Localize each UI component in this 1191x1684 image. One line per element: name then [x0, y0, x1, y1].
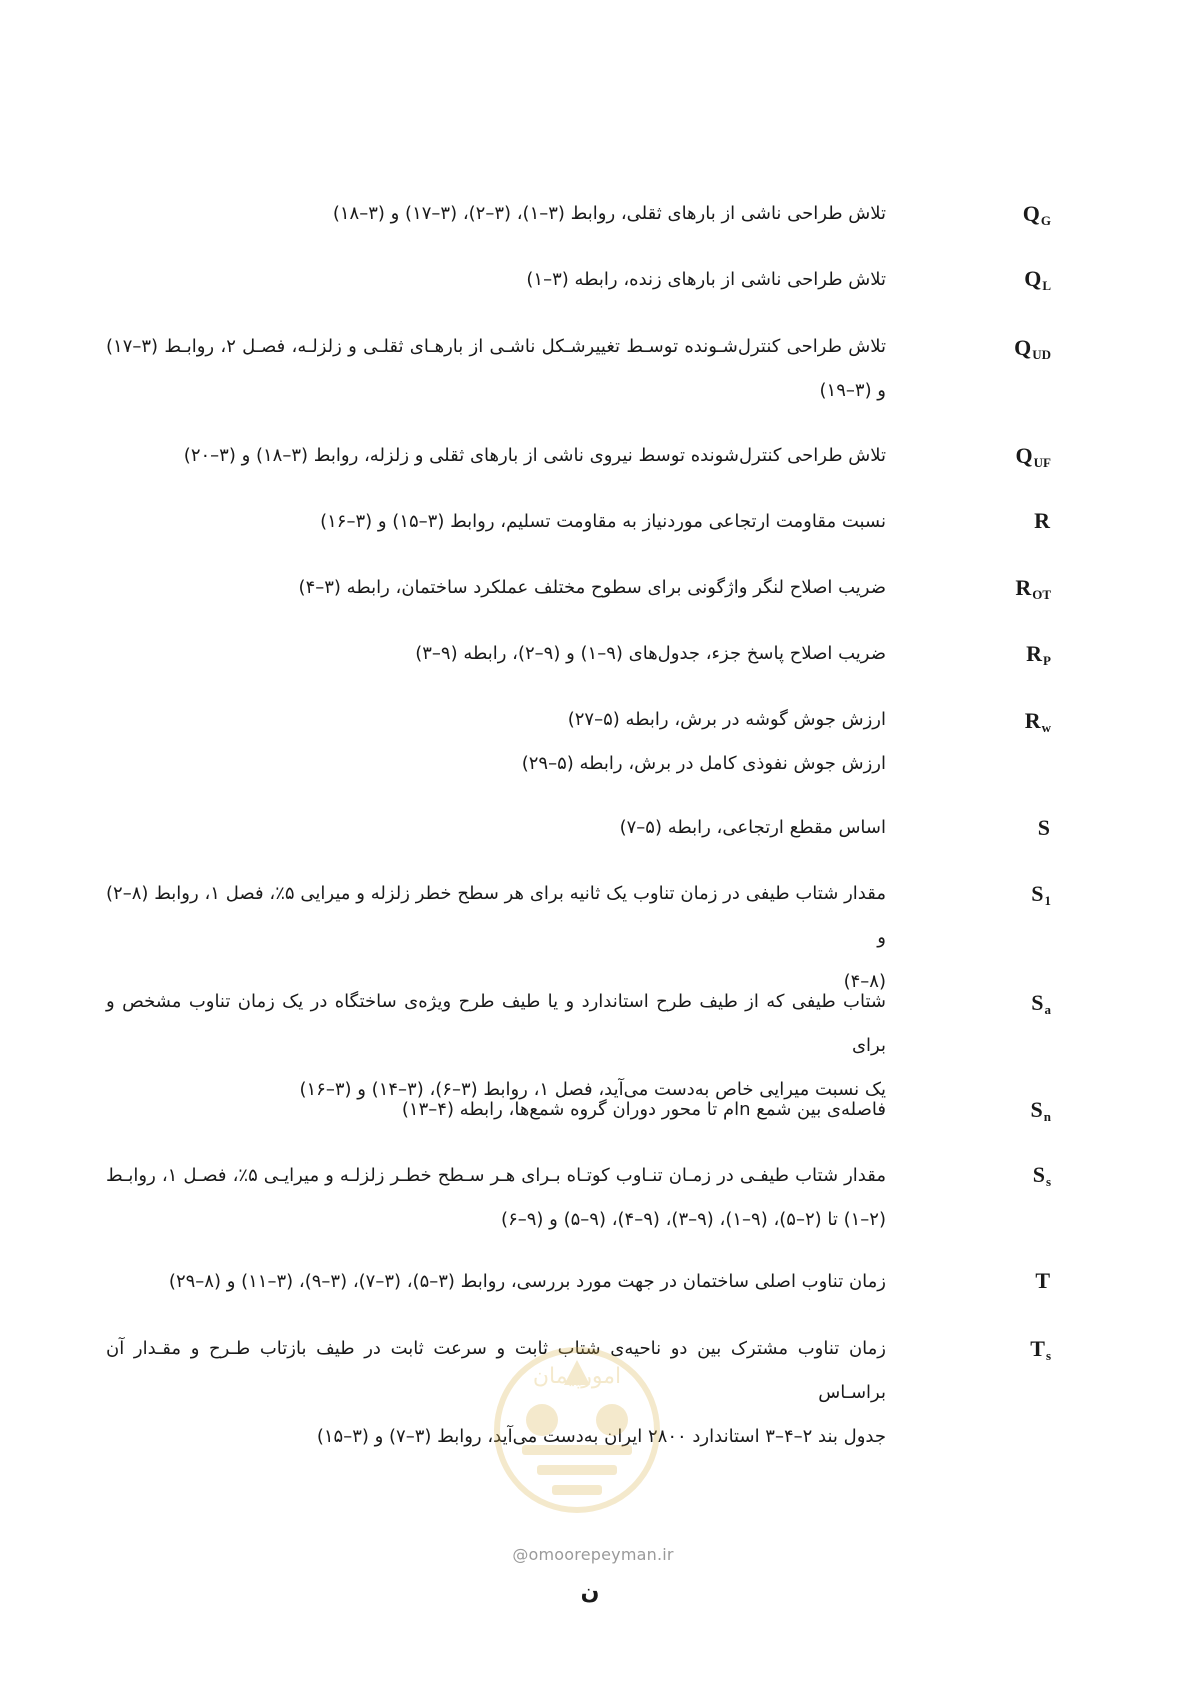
symbol-r-ot: $R_{OT}$ — [1015, 575, 1051, 602]
symbol-s-s: $S_s$ — [1032, 1162, 1051, 1189]
symbol-r: R — [1034, 508, 1050, 533]
definition-s-1: مقدار شتاب طیفی در زمان تناوب یک ثانیه برای هر سطح خطر زلزله و میرایی ۵٪، فصل ۱، روابط (۸–۲) و (۸–۴) — [106, 883, 886, 992]
definition-q-uf: تلاش طراحی کنترل‌شونده توسط نیروی ناشی از بارهای ثقلی و زلزله، روابط (۳–۱۸) و (۳–۲۰) — [183, 445, 886, 466]
symbol-s: S — [1037, 815, 1050, 840]
symbol-q-g: $Q_G$ — [1022, 201, 1051, 228]
symbol-q-l: $Q_L$ — [1024, 266, 1051, 293]
definition-r-p: ضریب اصلاح پاسخ جزء، جدول‌های (۹–۱) و (۹–۲)، رابطه (۹–۳) — [415, 643, 886, 664]
definition-q-g: تلاش طراحی ناشی از بارهای ثقلی، روابط (۳–۱)، (۳–۲)، (۳–۱۷) و (۳–۱۸) — [332, 203, 886, 224]
symbol-s-n: $S_n$ — [1030, 1097, 1051, 1124]
watermark-url: @omoorepeyman.ir — [512, 1545, 674, 1564]
page-number: ن — [580, 1580, 600, 1605]
definition-r-w: ارزش جوش گوشه در برش، رابطه (۵–۲۷) ارزش جوش نفوذی کامل در برش، رابطه (۵–۲۹) — [521, 709, 886, 774]
symbol-r-p: $R_P$ — [1026, 641, 1051, 668]
symbol-r-w: $R_w$ — [1024, 708, 1051, 735]
definition-s-n: فاصله‌ی بین شمع n‌ام تا محور دوران گروه شمع‌ها، رابطه (۴–۱۳) — [401, 1099, 886, 1120]
symbol-q-ud: $Q_{UD}$ — [1014, 335, 1051, 362]
definition-t-s: زمان تناوب مشترک بین دو ناحیه‌ی شتاب ثابت و سرعت ثابت در طیف بازتاب طـرح و مقـدار آن براسـاس جدول بند ۲–۴–۳ استاندارد ۲۸۰۰ ایران به‌دست می‌آید، روابط (۳–۷) و (۳–۱۵) — [106, 1338, 886, 1447]
definition-t: زمان تناوب اصلی ساختمان در جهت مورد بررسی، روابط (۳–۵)، (۳–۷)، (۳–۹)، (۳–۱۱) و (۸–۲۹) — [168, 1271, 886, 1292]
definition-r-ot: ضریب اصلاح لنگر واژگونی برای سطوح مختلف عملکرد ساختمان، رابطه (۳–۴) — [298, 577, 886, 598]
symbol-t: T — [1035, 1268, 1050, 1293]
definition-q-ud: تلاش طراحی کنترل‌شـونده توسـط تغییرشـکل ناشـی از بارهـای ثقلـی و زلزلـه، فصـل ۲، روابـط (۳–۱۷) و (۳–۱۹) — [106, 336, 886, 401]
symbol-q-uf: $Q_{UF}$ — [1015, 443, 1051, 470]
symbol-t-s: $T_s$ — [1030, 1336, 1051, 1363]
symbol-s-a: $S_a$ — [1031, 990, 1051, 1017]
watermark-logo-text: امورپیمان — [532, 1364, 622, 1389]
definition-q-l: تلاش طراحی ناشی از بارهای زنده، رابطه (۳–۱) — [526, 269, 886, 290]
definition-r: نسبت مقاومت ارتجاعی موردنیاز به مقاومت تسلیم، روابط (۳–۱۵) و (۳–۱۶) — [320, 511, 886, 532]
definition-s: اساس مقطع ارتجاعی، رابطه (۵–۷) — [619, 817, 886, 838]
symbol-s-1: $S_1$ — [1031, 881, 1051, 908]
watermark-logo — [482, 1325, 672, 1535]
definition-s-s: مقدار شتاب طیفـی در زمـان تنـاوب کوتـاه بـرای هـر سـطح خطـر زلزلـه و میرایـی ۵٪، فصـل ۱، روابـط (۲–۱) تا (۲–۵)، (۹–۱)، (۹–۳)، (۹–۴)، (۹–۵) و (۹–۶) — [106, 1165, 886, 1230]
definition-s-a: شتاب طیفی که از طیف طرح استاندارد و یا طیف طرح ویژه‌ی ساختگاه در یک زمان تناوب مشخص و برای یک نسبت میرایی خاص به‌دست می‌آید، فصل ۱، روابط (۳–۶)، (۳–۱۴) و (۳–۱۶) — [106, 991, 886, 1100]
